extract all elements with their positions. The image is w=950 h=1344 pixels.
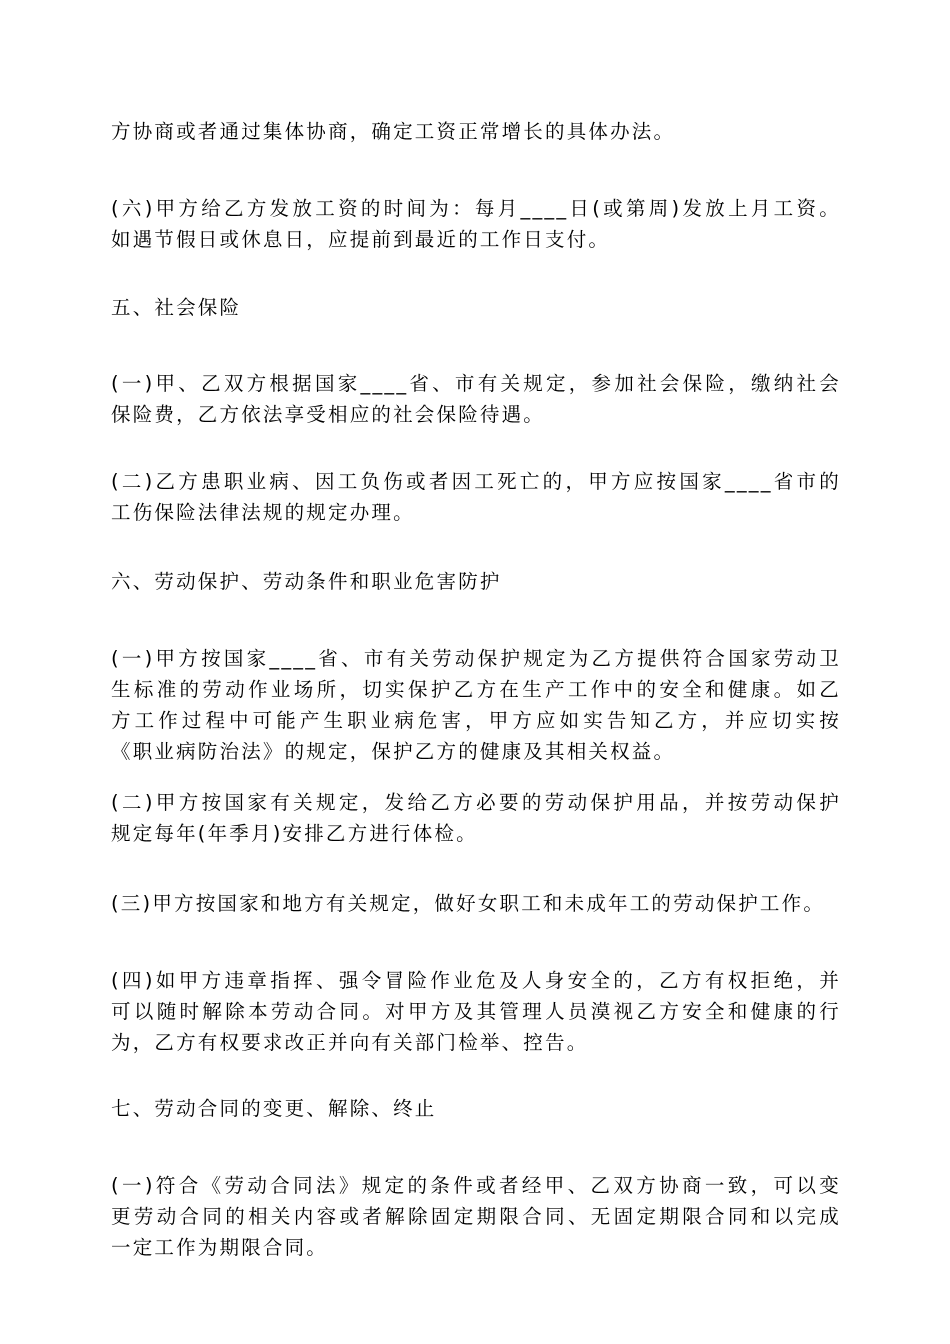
text-line: 六、劳动保护、劳动条件和职业危害防护: [111, 570, 502, 593]
text-line: 方协商或者通过集体协商，确定工资正常增长的具体办法。: [111, 120, 676, 143]
paragraph-contract-modification: [111, 1170, 841, 1263]
paragraph-right-to-refuse: [111, 965, 841, 1058]
section-heading-social-insurance: [111, 292, 841, 323]
text-line: 为，乙方有权要求改正并向有关部门检举、控告。: [111, 1031, 589, 1054]
text-line: 更劳动合同的相关内容或者解除固定期限合同、无固定期限合同和以完成: [111, 1205, 841, 1228]
paragraph-wage-growth: [111, 116, 841, 147]
paragraph-workplace-safety: [111, 643, 841, 767]
section-heading-labor-protection: [111, 566, 841, 597]
paragraph-insurance-participation: [111, 368, 841, 430]
text-line: 一定工作为期限合同。: [111, 1236, 329, 1259]
text-line: 七、劳动合同的变更、解除、终止: [111, 1097, 437, 1120]
text-line: (六)甲方给乙方发放工资的时间为：每月____日(或第周)发放上月工资。: [111, 197, 841, 220]
text-line: 方工作过程中可能产生职业病危害，甲方应如实告知乙方，并应切实按: [111, 709, 841, 732]
text-line: (一)符合《劳动合同法》规定的条件或者经甲、乙双方协商一致，可以变: [111, 1174, 841, 1197]
text-line: (二)甲方按国家有关规定，发给乙方必要的劳动保护用品，并按劳动保护: [111, 791, 841, 814]
text-line: 工伤保险法律法规的规定办理。: [111, 501, 415, 524]
text-line: (三)甲方按国家和地方有关规定，做好女职工和未成年工的劳动保护工作。: [111, 892, 826, 915]
section-heading-contract-changes: [111, 1093, 841, 1124]
text-line: 《职业病防治法》的规定，保护乙方的健康及其相关权益。: [111, 740, 676, 763]
paragraph-female-minor-workers: [111, 888, 841, 919]
text-line: 生标准的劳动作业场所，切实保护乙方在生产工作中的安全和健康。如乙: [111, 678, 841, 701]
text-line: 如遇节假日或休息日，应提前到最近的工作日支付。: [111, 228, 611, 251]
text-line: (四)如甲方违章指挥、强令冒险作业危及人身安全的，乙方有权拒绝，并: [111, 969, 841, 992]
paragraph-protective-equipment: [111, 787, 841, 849]
paragraph-work-injury: [111, 466, 841, 528]
text-line: (一)甲方按国家____省、市有关劳动保护规定为乙方提供符合国家劳动卫: [111, 647, 841, 670]
text-line: 可以随时解除本劳动合同。对甲方及其管理人员漠视乙方安全和健康的行: [111, 1000, 841, 1023]
text-line: (二)乙方患职业病、因工负伤或者因工死亡的，甲方应按国家____省市的: [111, 470, 841, 493]
text-line: (一)甲、乙双方根据国家____省、市有关规定，参加社会保险，缴纳社会: [111, 372, 841, 395]
text-line: 保险费，乙方依法享受相应的社会保险待遇。: [111, 403, 546, 426]
paragraph-payday: [111, 193, 841, 255]
text-line: 五、社会保险: [111, 296, 242, 319]
text-line: 规定每年(年季月)安排乙方进行体检。: [111, 822, 478, 845]
